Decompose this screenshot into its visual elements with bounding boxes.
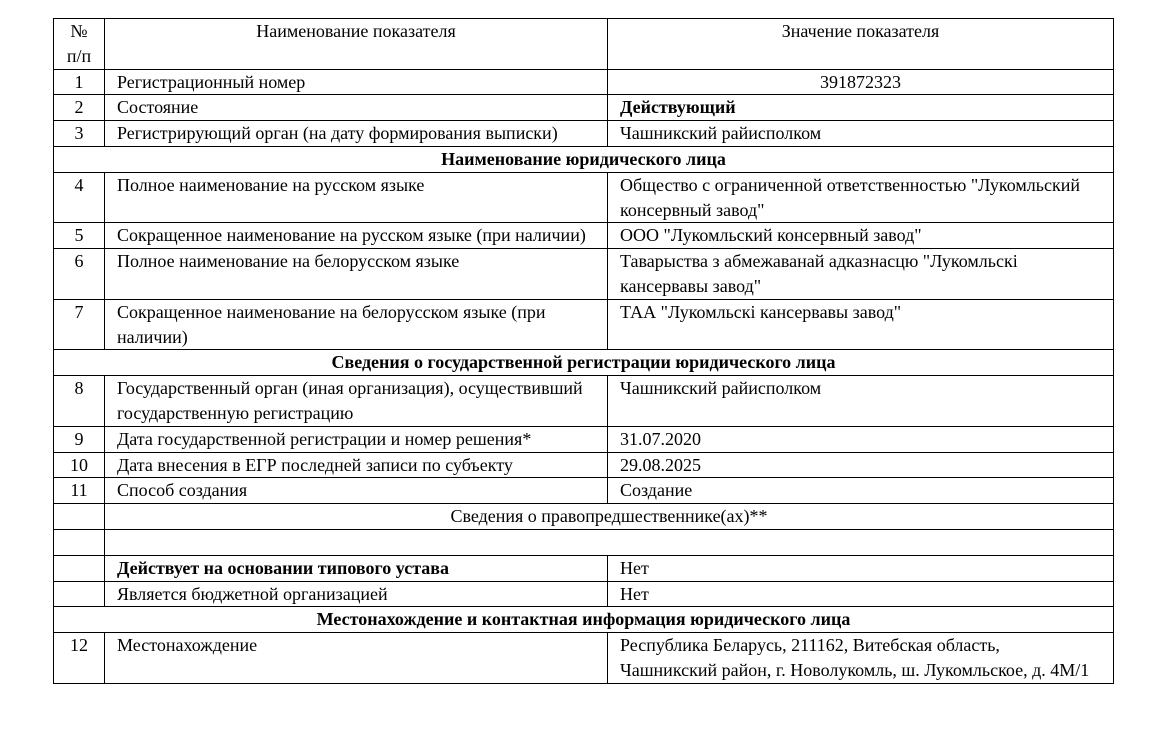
standard-charter-value: Нет: [608, 555, 1114, 581]
section-heading-location: Местонахождение и контактная информация юридического лица: [54, 607, 1114, 633]
budget-organization-value: Нет: [608, 581, 1114, 607]
row-value: Таварыства з абмежаванай адказнасцю "Лукомльскі кансервавы завод": [608, 249, 1114, 300]
row-value: Общество с ограниченной ответственностью "Лукомльский консервный завод": [608, 172, 1114, 223]
row-value: ООО "Лукомльский консервный завод": [608, 223, 1114, 249]
table-row: [54, 376, 1114, 427]
predecessor-empty-row: [54, 529, 1114, 555]
row-number: 11: [54, 478, 105, 504]
row-label: Регистрационный номер: [105, 69, 608, 95]
header-indicator-value: Значение показателя: [608, 19, 1114, 70]
row-value: 31.07.2020: [608, 426, 1114, 452]
table-row: [54, 633, 1114, 684]
status-value: Действующий: [608, 95, 1114, 121]
predecessor-empty-cell: [105, 529, 1114, 555]
table-row: [54, 95, 1114, 121]
row-label: Полное наименование на русском языке: [105, 172, 608, 223]
row-number: 2: [54, 95, 105, 121]
row-number: 7: [54, 299, 105, 350]
section-heading-registration: Сведения о государственной регистрации юридического лица: [54, 350, 1114, 376]
header-number: № п/п: [54, 19, 105, 70]
predecessor-heading: Сведения о правопредшественнике(ах)**: [105, 504, 1114, 530]
row-number-empty: [54, 555, 105, 581]
row-value: Чашникский райисполком: [608, 121, 1114, 147]
standard-charter-label: Действует на основании типового устава: [105, 555, 608, 581]
budget-organization-label: Является бюджетной организацией: [105, 581, 608, 607]
row-value: Чашникский райисполком: [608, 376, 1114, 427]
section-heading-name: Наименование юридического лица: [54, 146, 1114, 172]
section-heading-row: [54, 350, 1114, 376]
predecessor-heading-row: [54, 504, 1114, 530]
table-row: [54, 249, 1114, 300]
registration-number-value: 391872323: [608, 69, 1114, 95]
row-label: Способ создания: [105, 478, 608, 504]
registry-extract-table: [53, 18, 1114, 684]
row-number: 6: [54, 249, 105, 300]
row-label: Государственный орган (иная организация), осуществивший государственную регистрацию: [105, 376, 608, 427]
table-row: [54, 452, 1114, 478]
table-header-row: [54, 19, 1114, 70]
row-label: Местонахождение: [105, 633, 608, 684]
address-value: Республика Беларусь, 211162, Витебская область, Чашникский район, г. Новолукомль, ш. Лукомльское, д. 4М/1: [608, 633, 1114, 684]
row-label: Полное наименование на белорусском языке: [105, 249, 608, 300]
section-heading-row: [54, 146, 1114, 172]
row-number: 10: [54, 452, 105, 478]
table-row: [54, 581, 1114, 607]
row-value: ТАА "Лукомльскі кансервавы завод": [608, 299, 1114, 350]
row-number-empty: [54, 504, 105, 530]
row-number-empty: [54, 529, 105, 555]
row-number: 12: [54, 633, 105, 684]
table-row: [54, 478, 1114, 504]
row-number: 8: [54, 376, 105, 427]
header-indicator-name: Наименование показателя: [105, 19, 608, 70]
row-number: 3: [54, 121, 105, 147]
row-number: 1: [54, 69, 105, 95]
table-row: [54, 69, 1114, 95]
table-row: [54, 299, 1114, 350]
row-number: 4: [54, 172, 105, 223]
row-label: Дата государственной регистрации и номер решения*: [105, 426, 608, 452]
row-label: Сокращенное наименование на белорусском языке (при наличии): [105, 299, 608, 350]
row-number: 9: [54, 426, 105, 452]
row-label: Дата внесения в ЕГР последней записи по субъекту: [105, 452, 608, 478]
row-label: Регистрирующий орган (на дату формирования выписки): [105, 121, 608, 147]
section-heading-row: [54, 607, 1114, 633]
row-label: Состояние: [105, 95, 608, 121]
row-value: Создание: [608, 478, 1114, 504]
table-row: [54, 172, 1114, 223]
row-number-empty: [54, 581, 105, 607]
table-row: [54, 426, 1114, 452]
table-row: [54, 223, 1114, 249]
row-number: 5: [54, 223, 105, 249]
row-value: 29.08.2025: [608, 452, 1114, 478]
row-label: Сокращенное наименование на русском языке (при наличии): [105, 223, 608, 249]
table-row: [54, 121, 1114, 147]
table-row: [54, 555, 1114, 581]
